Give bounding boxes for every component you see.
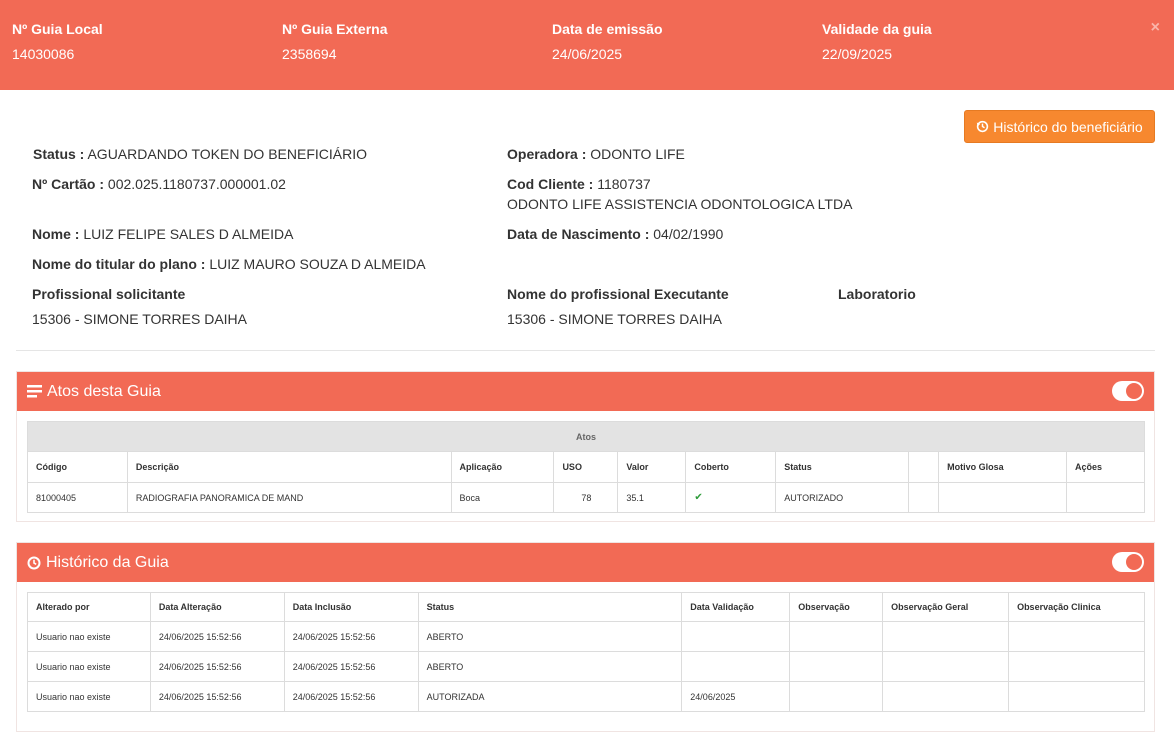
cartao-label: Nº Cartão :	[32, 176, 105, 192]
col-valor: Valor	[618, 452, 686, 483]
laboratorio-label: Laboratorio	[838, 286, 916, 302]
emissao-label: Data de emissão	[552, 21, 663, 37]
cell-obs-geral	[883, 652, 1009, 682]
titular-value: LUIZ MAURO SOUZA D ALMEIDA	[209, 256, 426, 272]
historico-panel	[16, 542, 1155, 732]
historico-beneficiario-button[interactable]	[964, 110, 1155, 143]
cell-valor: 35.1	[618, 483, 686, 513]
col-coberto: Coberto	[686, 452, 776, 483]
nascimento-field	[507, 226, 723, 242]
operadora-label: Operadora :	[507, 146, 587, 162]
titular-field	[32, 256, 426, 272]
cell-obs-clinica	[1009, 682, 1145, 712]
col-data-validacao: Data Validação	[682, 593, 790, 622]
atos-title: Atos desta Guia	[47, 382, 161, 400]
guia-externa-block	[282, 21, 387, 62]
solicitante-value: 15306 - SIMONE TORRES DAIHA	[32, 311, 247, 327]
cell-alterado: Usuario nao existe	[28, 682, 151, 712]
cod-cliente-value: 1180737	[597, 176, 651, 192]
list-icon	[27, 385, 42, 398]
col-motivo-glosa: Motivo Glosa	[939, 452, 1067, 483]
historico-table	[27, 592, 1145, 712]
nascimento-value: 04/02/1990	[653, 226, 724, 242]
atos-toggle-knob	[1126, 383, 1142, 399]
historico-toggle[interactable]	[1112, 552, 1144, 572]
validade-label: Validade da guia	[822, 21, 932, 37]
guia-local-block	[12, 21, 103, 62]
cell-extra	[909, 483, 939, 513]
col-descricao: Descrição	[127, 452, 451, 483]
col-aplicacao: Aplicação	[451, 452, 554, 483]
cell-codigo: 81000405	[28, 483, 128, 513]
cell-obs-clinica	[1009, 622, 1145, 652]
cell-uso: 78	[554, 483, 618, 513]
history-icon	[976, 120, 989, 133]
nome-label: Nome :	[32, 226, 80, 242]
col-codigo: Código	[28, 452, 128, 483]
cell-data-val: 24/06/2025	[682, 682, 790, 712]
guia-externa-value: 2358694	[282, 46, 337, 62]
validade-block	[822, 21, 932, 62]
cell-status: AUTORIZADA	[418, 682, 682, 712]
cell-obs	[790, 682, 883, 712]
atos-group-header: Atos	[28, 422, 1145, 452]
status-value: AGUARDANDO TOKEN DO BENEFICIÁRIO	[87, 146, 367, 162]
col-data-alteracao: Data Alteração	[150, 593, 284, 622]
col-observacao-geral: Observação Geral	[883, 593, 1009, 622]
col-blank	[909, 452, 939, 483]
historico-title: Histórico da Guia	[46, 553, 169, 571]
historico-beneficiario-label: Histórico do beneficiário	[993, 118, 1143, 135]
atos-table	[27, 421, 1145, 513]
cell-data-alt: 24/06/2025 15:52:56	[150, 682, 284, 712]
cell-obs	[790, 652, 883, 682]
cell-data-val	[682, 652, 790, 682]
nome-value: LUIZ FELIPE SALES D ALMEIDA	[83, 226, 294, 242]
col-data-inclusao: Data Inclusão	[284, 593, 418, 622]
col-observacao: Observação	[790, 593, 883, 622]
cell-aplicacao: Boca	[451, 483, 554, 513]
cell-obs	[790, 622, 883, 652]
table-row	[28, 652, 1145, 682]
clock-icon	[27, 556, 41, 570]
cliente-nome: ODONTO LIFE ASSISTENCIA ODONTOLOGICA LTDA	[507, 196, 853, 212]
historico-header-row	[28, 593, 1145, 622]
status-field	[33, 146, 367, 162]
emissao-value: 24/06/2025	[552, 46, 623, 62]
cartao-value: 002.025.1180737.000001.02	[107, 176, 286, 192]
cartao-field	[32, 176, 286, 192]
cell-status: ABERTO	[418, 622, 682, 652]
emissao-block	[552, 21, 663, 62]
close-icon[interactable]: ×	[1150, 19, 1160, 36]
col-observacao-clinica: Observação Clinica	[1009, 593, 1145, 622]
executante-value: 15306 - SIMONE TORRES DAIHA	[507, 311, 722, 327]
cell-alterado: Usuario nao existe	[28, 622, 151, 652]
cod-cliente-field	[507, 176, 651, 192]
solicitante-label: Profissional solicitante	[32, 286, 186, 302]
historico-toggle-knob	[1126, 554, 1142, 570]
cell-motivo	[939, 483, 1067, 513]
table-row	[28, 622, 1145, 652]
divider	[16, 350, 1155, 351]
cell-data-inc: 24/06/2025 15:52:56	[284, 652, 418, 682]
guia-local-value: 14030086	[12, 46, 75, 62]
cell-obs-geral	[883, 682, 1009, 712]
col-status: Status	[776, 452, 909, 483]
cell-data-inc: 24/06/2025 15:52:56	[284, 682, 418, 712]
cell-data-alt: 24/06/2025 15:52:56	[150, 652, 284, 682]
validade-value: 22/09/2025	[822, 46, 893, 62]
cell-obs-geral	[883, 622, 1009, 652]
col-uso: USO	[554, 452, 618, 483]
check-icon: ✔	[686, 483, 776, 513]
cell-status: AUTORIZADO	[776, 483, 909, 513]
cell-descricao: RADIOGRAFIA PANORAMICA DE MAND	[127, 483, 451, 513]
cell-acoes	[1066, 483, 1144, 513]
operadora-field	[507, 146, 685, 162]
guia-externa-label: Nº Guia Externa	[282, 21, 388, 37]
nascimento-label: Data de Nascimento :	[507, 226, 650, 242]
col-alterado-por: Alterado por	[28, 593, 151, 622]
cell-data-alt: 24/06/2025 15:52:56	[150, 622, 284, 652]
executante-label: Nome do profissional Executante	[507, 286, 729, 302]
col-acoes: Ações	[1066, 452, 1144, 483]
atos-panel	[16, 371, 1155, 522]
guide-header	[0, 0, 1174, 90]
status-label: Status :	[33, 146, 85, 162]
historico-panel-header	[17, 543, 1154, 582]
table-row	[28, 483, 1145, 513]
col-status: Status	[418, 593, 682, 622]
atos-toggle[interactable]	[1112, 381, 1144, 401]
cell-data-val	[682, 622, 790, 652]
atos-header-row	[28, 452, 1145, 483]
cell-data-inc: 24/06/2025 15:52:56	[284, 622, 418, 652]
atos-panel-header	[17, 372, 1154, 411]
operadora-value: ODONTO LIFE	[590, 146, 685, 162]
cell-obs-clinica	[1009, 652, 1145, 682]
cell-alterado: Usuario nao existe	[28, 652, 151, 682]
cod-cliente-label: Cod Cliente :	[507, 176, 594, 192]
titular-label: Nome do titular do plano :	[32, 256, 206, 272]
nome-field	[32, 226, 293, 242]
table-row	[28, 682, 1145, 712]
guia-local-label: Nº Guia Local	[12, 21, 103, 37]
cell-status: ABERTO	[418, 652, 682, 682]
